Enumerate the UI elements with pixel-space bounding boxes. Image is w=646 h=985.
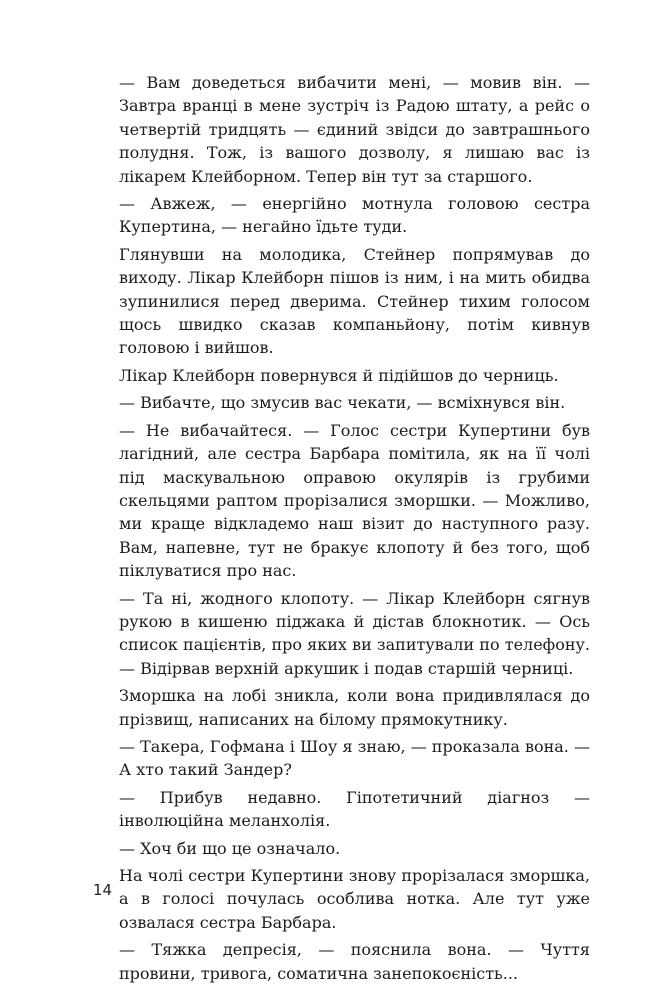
paragraph: — Авжеж, — енергійно мотнула головою сестра Купертина, — негайно їдьте туди.	[119, 194, 590, 237]
paragraph: — Хоч би що це означало.	[119, 838, 341, 858]
page-number: 14	[93, 881, 113, 899]
paragraph: Глянувши на молодика, Стейнер попрямував до виходу. Лікар Клейборн пішов із ним, і на мить обидва зупинилися перед дверима. Стейнер тихим голосом щось швидко сказав компаньйону, потім кивнув головою і вийшов.	[119, 244, 590, 358]
paragraph: — Не вибачайтеся. — Голос сестри Купертини був лагідний, але сестра Барбара помітила, як на її чолі під маскувальною оправою окулярів із грубими скельцями раптом прорізалися зморшки. — Можливо, ми краще відкладемо наш візит до наступного разу. Вам, напевне, тут не бракує клопоту й без того, щоб піклуватися про нас.	[119, 420, 590, 581]
paragraph: — Та ні, жодного клопоту. — Лікар Клейборн сягнув рукою в кишеню піджака й дістав блокнотик. — Ось список пацієнтів, про яких ви запитували по телефону. — Відірвав верхній аркушик і подав старшій черниці.	[119, 588, 590, 678]
paragraph: Зморшка на лобі зникла, коли вона придивлялася до прізвищ, написаних на білому прямокутнику.	[119, 686, 590, 729]
paragraph: Лікар Клейборн повернувся й підійшов до черниць.	[119, 365, 559, 385]
paragraph: На чолі сестри Купертини знову прорізалася зморшка, а в голосі почулась особлива нотка. Але тут уже озвалася сестра Барбара.	[119, 866, 590, 932]
paragraph: — Вибачте, що змусив вас чекати, — всміхнувся він.	[119, 393, 566, 413]
paragraph: — Такера, Гофмана і Шоу я знаю, — проказала вона. — А хто такий Зандер?	[119, 736, 590, 780]
paragraph: — Прибув недавно. Гіпотетичний діагноз — інволюційна меланхолія.	[119, 787, 590, 831]
paragraph: — Тяжка депресія, — пояснила вона. — Чуття провини, тривога, соматична занепокоєність...	[119, 940, 590, 983]
page-body	[119, 71, 590, 985]
paragraph: — Вам доведеться вибачити мені, — мовив він. — Завтра вранці в мене зустріч із Радою штату, а рейс о четвертій тридцять — єдиний звідси до завтрашнього полудня. Тож, із вашого дозволу, я лишаю вас із лікарем Клейборном. Тепер він тут за старшого.	[119, 73, 590, 186]
